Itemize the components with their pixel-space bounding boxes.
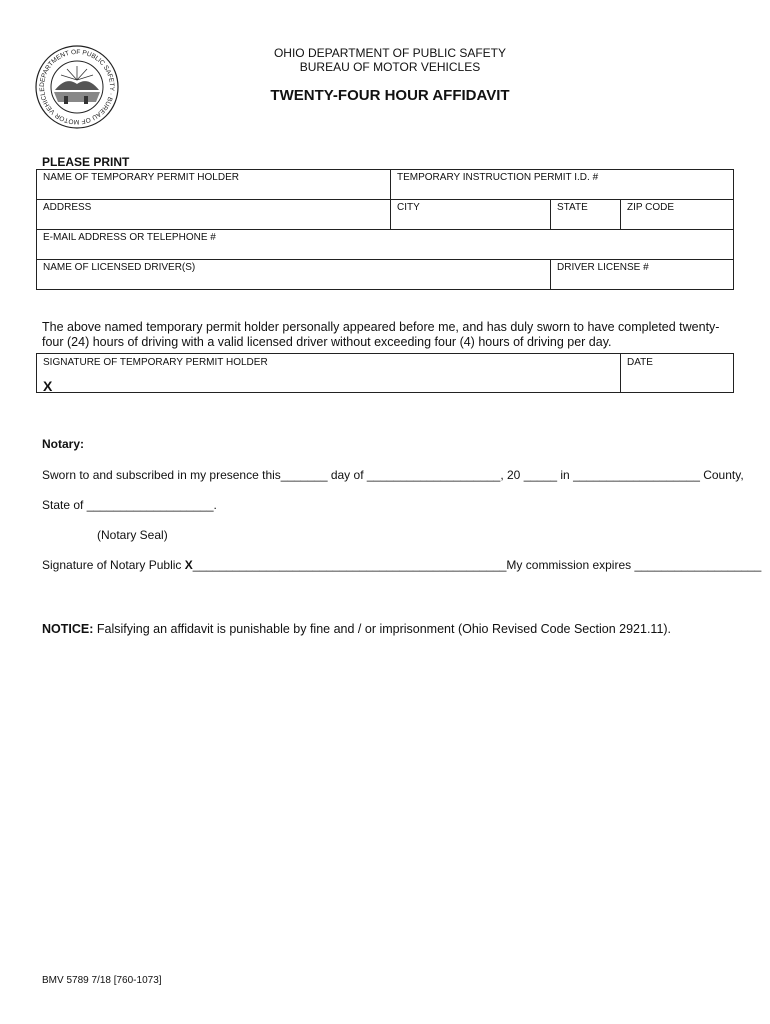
permit-id-field[interactable]: TEMPORARY INSTRUCTION PERMIT I.D. # [397, 172, 599, 183]
driver-license-field[interactable]: DRIVER LICENSE # [557, 262, 649, 273]
permit-holder-signature-field[interactable]: SIGNATURE OF TEMPORARY PERMIT HOLDER [43, 357, 268, 368]
seal-text: DEPARTMENT OF PUBLIC SAFETY · BUREAU OF MOTOR VEHICLE [38, 48, 116, 126]
notice-label: NOTICE: [42, 622, 94, 636]
sworn-subscribed-line[interactable]: Sworn to and subscribed in my presence this_______ day of ____________________, 20 _____ in ___________________ County, [42, 468, 744, 482]
affidavit-statement: The above named temporary permit holder personally appeared before me, and has duly sworn to have completed twenty-four (24) hours of driving with a valid licensed driver without exceeding four (4) hours of driving per day. [42, 320, 720, 349]
signature-date-field[interactable]: DATE [627, 357, 653, 368]
state-field[interactable]: STATE [557, 202, 588, 213]
permit-holder-info-grid [36, 169, 734, 290]
bureau-name: BUREAU OF MOTOR VEHICLES [299, 60, 481, 74]
notary-signature-line[interactable] [42, 558, 761, 572]
agency-name: OHIO DEPARTMENT OF PUBLIC SAFETY [273, 46, 507, 60]
email-or-telephone-field[interactable]: E-MAIL ADDRESS OR TELEPHONE # [43, 232, 216, 243]
signature-box [36, 353, 734, 393]
address-field[interactable]: ADDRESS [43, 202, 92, 213]
name-of-permit-holder-field[interactable]: NAME OF TEMPORARY PERMIT HOLDER [43, 172, 239, 183]
please-print-heading: PLEASE PRINT [42, 155, 130, 169]
notice-text: Falsifying an affidavit is punishable by fine and / or imprisonment (Ohio Revised Code Section 2921.11). [96, 622, 672, 636]
notary-signature-label: Signature of Notary Public [42, 558, 185, 572]
notary-seal-label: (Notary Seal) [97, 528, 168, 542]
notary-heading: Notary: [42, 437, 85, 451]
form-code-footer: BMV 5789 7/18 [760-1073] [42, 975, 162, 986]
signature-x-mark: X [43, 378, 53, 394]
commission-expires-line: _______________________________________________My commission expires ___________________ [192, 558, 762, 572]
licensed-driver-name-field[interactable]: NAME OF LICENSED DRIVER(S) [43, 262, 196, 273]
city-field[interactable]: CITY [397, 202, 420, 213]
ohio-dps-seal [34, 44, 120, 130]
state-of-line[interactable]: State of ___________________. [42, 498, 217, 512]
form-title: TWENTY-FOUR HOUR AFFIDAVIT [270, 87, 510, 104]
notary-x-mark: X [184, 558, 193, 572]
notice-statement [42, 622, 671, 636]
zip-code-field[interactable]: ZIP CODE [627, 202, 675, 213]
